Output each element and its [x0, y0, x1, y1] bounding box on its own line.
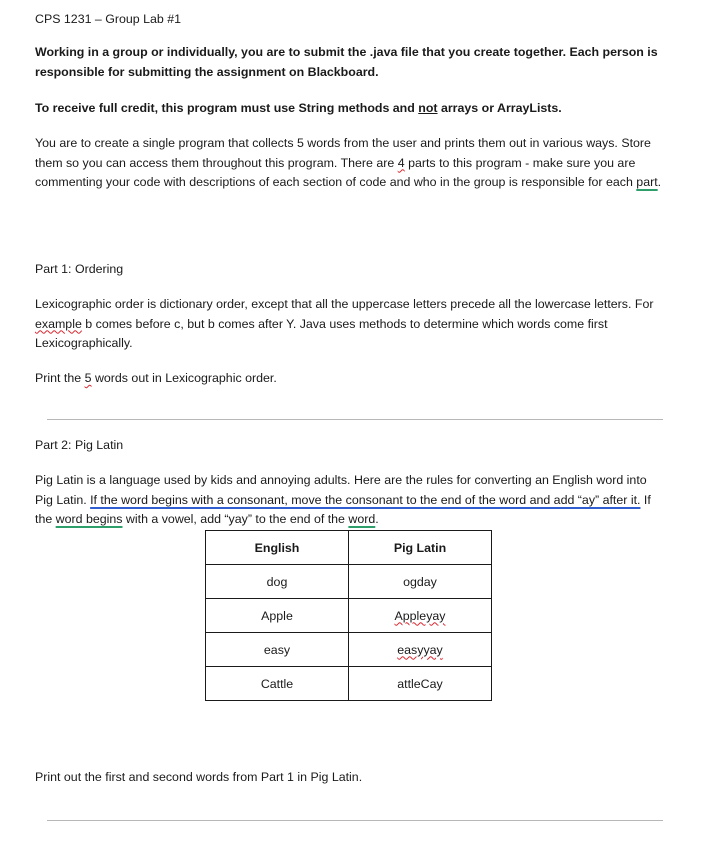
part1-print-instruction — [35, 369, 665, 389]
part1-description — [35, 295, 665, 354]
credit-not-emphasis: not — [418, 101, 438, 115]
part1-desc-a: Lexicographic order is dictionary order, except that all the uppercase letters precede all the lowercase letters. For — [35, 297, 654, 311]
instructions-part-word: part — [636, 175, 658, 190]
part2-desc-e: . — [375, 512, 379, 527]
table-row — [206, 565, 492, 599]
instructions-text-a: You are to create a single program that collects 5 words from the user and prints them out in various ways. Store them so you can access them throughout this program. There are — [35, 136, 651, 170]
credit-text-a: To receive full credit, this program must use String methods and — [35, 101, 419, 115]
table-header-pig-latin: Pig Latin — [349, 531, 492, 565]
table-cell-english: easy — [206, 633, 349, 667]
part1-print-b: words out in Lexicographic order. — [91, 371, 277, 385]
table-cell-english: dog — [206, 565, 349, 599]
part2-desc-d: with a vowel, add “yay” to the end of the — [122, 512, 349, 527]
part1-heading: Part 1: Ordering — [35, 262, 124, 276]
intro-credit-paragraph — [35, 99, 665, 119]
part2-desc-word: word — [348, 512, 376, 527]
part1-desc-b: b comes before c, but b comes after Y. Java uses methods to determine which words come first Lexicographically. — [35, 316, 608, 351]
table-cell-english: Cattle — [206, 667, 349, 701]
intro-instructions-paragraph — [35, 134, 665, 193]
table-cell-pig-latin-text: Appleyay — [394, 608, 446, 623]
table-cell-pig-latin-text: easyyay — [397, 642, 443, 657]
instructions-text-b: parts to this program - make sure you are commenting your code with descriptions of each section of code and who in the group is responsible for each — [35, 155, 637, 190]
part2-desc-b: If the — [35, 492, 651, 527]
table-header-english: English — [206, 531, 349, 565]
part1-desc-example: example — [35, 316, 82, 331]
table-cell-english: Apple — [206, 599, 349, 633]
part2-desc-a: Pig Latin is a language used by kids and annoying adults. Here are the rules for converting an English word into Pig Latin. — [35, 473, 647, 507]
intro-submission-paragraph: Working in a group or individually, you are to submit the .java file that you create together. Each person is responsible for submitting the assignment on Blackboard. — [35, 45, 658, 79]
table-cell-pig-latin — [349, 633, 492, 667]
table-header-row — [206, 531, 492, 565]
part2-description — [35, 471, 665, 530]
instructions-part-count: 4 — [397, 155, 405, 170]
part1-print-a: Print the — [35, 371, 85, 385]
table-cell-pig-latin: attleCay — [349, 667, 492, 701]
document-header: CPS 1231 – Group Lab #1 — [35, 12, 182, 26]
table-row — [206, 599, 492, 633]
table-cell-pig-latin — [349, 599, 492, 633]
section-divider — [47, 820, 663, 821]
part2-desc-word-begins: word begins — [55, 512, 123, 527]
part2-desc-consonant-rule: If the word begins with a consonant, move the consonant to the end of the word and add “ay” after it. — [90, 492, 641, 507]
part2-print-instruction: Print out the first and second words from Part 1 in Pig Latin. — [35, 770, 363, 784]
instructions-text-c: . — [657, 175, 662, 190]
pig-latin-table — [205, 530, 492, 701]
part2-heading: Part 2: Pig Latin — [35, 438, 124, 452]
table-row — [206, 667, 492, 701]
part1-print-num: 5 — [84, 371, 92, 385]
credit-text-b: arrays or ArrayLists. — [437, 101, 562, 115]
section-divider — [47, 419, 663, 420]
table-row — [206, 633, 492, 667]
table-cell-pig-latin: ogday — [349, 565, 492, 599]
